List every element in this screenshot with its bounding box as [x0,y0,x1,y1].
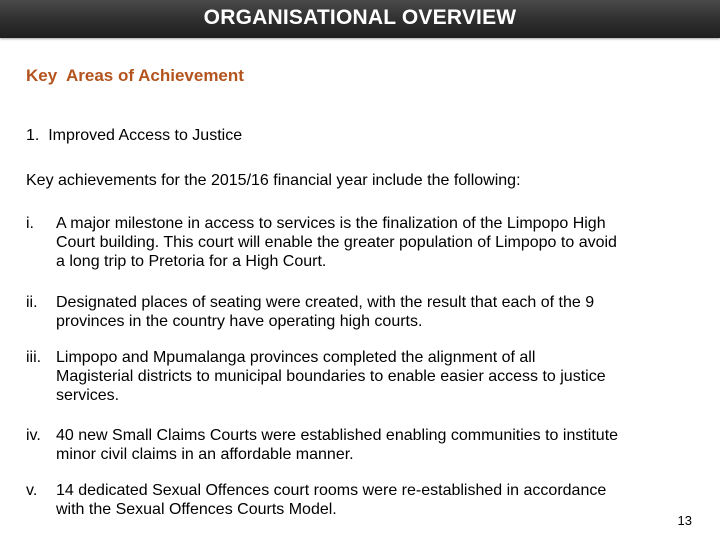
list-item-text: 40 new Small Claims Courts were established enabling communities to institute minor civil claims in an affordable manner. [56,427,619,463]
list-item-text: Limpopo and Mpumalanga provinces completed the alignment of all Magisterial districts to municipal boundaries to enable easier access to justice services. [56,349,606,404]
list-marker: i. [26,215,34,232]
list-item-text: A major milestone in access to services is the finalization of the Limpopo High Court building. This court will enable the greater population of Limpopo to avoid a long trip to Pretoria for a High Court. [56,215,617,270]
list-item-text: Designated places of seating were created, with the result that each of the 9 provinces in the country have operating high courts. [56,294,595,330]
list-item [26,481,696,519]
list-item-text: 14 dedicated Sexual Offences court rooms were re-established in accordance with the Sexual Offences Courts Model. [56,482,607,518]
list-marker: ii. [26,294,38,311]
list-item [26,426,696,464]
list-marker: v. [26,482,38,499]
list-marker: iii. [26,349,42,366]
section-title: Key Areas of Achievement [26,66,244,85]
list-item [26,348,696,405]
list-item [26,214,696,271]
header-bar [0,0,720,38]
page-number: 13 [677,513,692,528]
list-item [26,293,696,331]
intro-text: Key achievements for the 2015/16 financial year include the following: [26,172,521,189]
list-marker: iv. [26,427,41,444]
subheading: 1. Improved Access to Justice [26,127,243,144]
page-title: ORGANISATIONAL OVERVIEW [203,6,517,29]
